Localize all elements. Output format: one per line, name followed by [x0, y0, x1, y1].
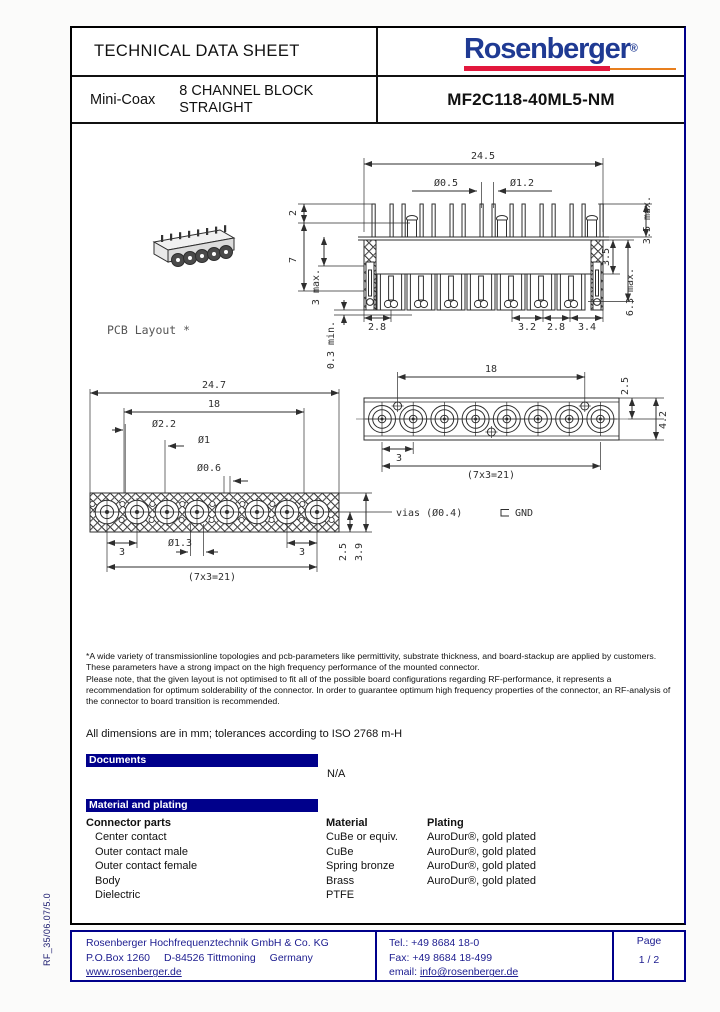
product-name	[179, 83, 313, 115]
table-row	[86, 830, 661, 844]
dim-label: (7x3=21)	[466, 470, 516, 481]
address-city: D-84526 Tittmoning	[164, 951, 256, 964]
material-table-header	[86, 816, 661, 830]
dim-label: 3	[298, 547, 306, 558]
logo-underline	[464, 66, 676, 72]
material-table	[86, 816, 661, 902]
fax-line: Fax: +49 8684 18-499	[389, 951, 493, 964]
part-cell: Center contact	[95, 831, 167, 844]
logo-orange-bar	[610, 68, 676, 70]
dim-label: 3.2	[517, 322, 537, 333]
dim-label: Ø0.6	[196, 463, 222, 474]
dim-label: 3.5	[601, 247, 612, 267]
documents-value: N/A	[327, 768, 346, 780]
note-paragraph-2: Please note, that the given layout is not optimised to fit all of the possible board configurations regarding RF-performance, it represents a recommendation for optimum solderability of the connector. In order to guarantee optimum high frequency properties of the connector, an RF-analysis of the connector to board transition is recommended.	[86, 673, 671, 707]
dim-label: 24.5	[470, 151, 496, 162]
gnd-symbol-icon	[501, 510, 509, 517]
footnote-text	[86, 651, 678, 708]
col-plating: Plating	[427, 817, 464, 829]
side-view-drawing	[288, 151, 653, 369]
footer-address-cell	[72, 932, 377, 980]
footer-contact-cell	[377, 932, 614, 980]
table-row	[86, 888, 661, 902]
plating-cell: AuroDur®, gold plated	[427, 831, 537, 844]
doc-title: TECHNICAL DATA SHEET	[72, 28, 378, 75]
dim-label: 4.2	[658, 410, 669, 430]
table-row	[86, 874, 661, 888]
dim-label: 3.4	[577, 322, 597, 333]
document-code-vertical: RF_35/06.07/5.0	[42, 892, 52, 966]
plating-cell: AuroDur®, gold plated	[427, 874, 537, 887]
dim-label: 2	[288, 209, 299, 217]
dim-label: Ø0.5	[433, 178, 459, 189]
footer	[70, 930, 686, 982]
tel-line: Tel.: +49 8684 18-0	[389, 937, 480, 949]
page-label: Page	[636, 935, 662, 947]
logo-wordmark: Rosenberger	[464, 33, 630, 65]
dim-label: 3 max.	[311, 268, 322, 306]
dim-label: 3	[118, 547, 126, 558]
dim-label: 3.9	[354, 542, 365, 562]
part-cell: Dielectric	[95, 889, 141, 902]
dim-label: 24.7	[201, 380, 227, 391]
col-material: Material	[326, 817, 368, 829]
dim-label: 3	[395, 453, 403, 464]
product-cell	[72, 77, 378, 122]
email-label: email:	[389, 966, 418, 979]
dim-label: 6.3 max.	[625, 267, 636, 317]
page-number: 1 / 2	[638, 954, 660, 966]
product-line2: STRAIGHT	[179, 99, 253, 116]
drawing-area	[72, 124, 684, 927]
dim-label: 0.3 min.	[326, 320, 337, 370]
technical-drawing	[72, 124, 688, 594]
document-frame	[70, 26, 686, 925]
dim-label: 2.8	[367, 322, 387, 333]
address-pobox: P.O.Box 1260	[86, 951, 151, 964]
material-section-header: Material and plating	[86, 799, 318, 812]
dim-label: 2.5	[338, 542, 349, 562]
note-paragraph-1: *A wide variety of transmissionline topologies and pcb-parameters like permittivity, substrate thickness, and board-stackup are applied by customers. These parameters have a strong impact on the high frequency performance of the mounted connector.	[86, 651, 657, 673]
rosenberger-logo	[464, 33, 676, 72]
isometric-view	[154, 225, 234, 266]
gnd-label: GND	[515, 508, 534, 519]
dim-label: 18	[484, 364, 498, 375]
material-cell: Brass	[326, 874, 355, 887]
logo-cell	[378, 28, 684, 75]
dim-label: Ø1	[197, 435, 211, 446]
company-name: Rosenberger Hochfrequenztechnik GmbH & Co. KG	[86, 937, 329, 949]
tolerance-note: All dimensions are in mm; tolerances according to ISO 2768 m-H	[86, 728, 403, 740]
website-link[interactable]: www.rosenberger.de	[86, 966, 182, 979]
part-number: MF2C118-40ML5-NM	[447, 89, 615, 109]
material-cell: CuBe or equiv.	[326, 831, 398, 844]
address-country: Germany	[269, 951, 313, 964]
company-address	[86, 951, 375, 966]
top-view-drawing	[356, 364, 669, 481]
header-row-1	[72, 28, 684, 77]
part-cell: Outer contact male	[95, 845, 188, 858]
material-cell: PTFE	[326, 889, 355, 902]
dim-label: 7	[288, 256, 299, 264]
dim-label: 18	[207, 399, 221, 410]
documents-section-header: Documents	[86, 754, 318, 767]
logo-red-bar	[464, 66, 610, 71]
pcb-layout-label: PCB Layout *	[107, 323, 191, 337]
dim-label: (7x3=21)	[187, 572, 237, 583]
plating-cell	[427, 888, 661, 902]
dim-label: Ø1.3	[167, 538, 193, 549]
dim-label: 3.5 max.	[642, 195, 653, 245]
vias-note: vias (Ø0.4)	[396, 508, 463, 519]
dim-label: Ø2.2	[151, 419, 177, 430]
email-link[interactable]: info@rosenberger.de	[419, 966, 519, 979]
plating-cell: AuroDur®, gold plated	[427, 860, 537, 873]
col-connector-parts: Connector parts	[86, 817, 171, 829]
part-cell: Outer contact female	[95, 860, 198, 873]
series-name: Mini-Coax	[90, 91, 156, 108]
header-row-2	[72, 77, 684, 124]
material-cell: Spring bronze	[326, 860, 395, 873]
material-cell: CuBe	[326, 845, 354, 858]
product-line1: 8 CHANNEL BLOCK	[179, 83, 314, 100]
table-row	[86, 859, 661, 873]
email-line	[389, 965, 612, 980]
part-cell: Body	[95, 874, 121, 887]
dim-label: Ø1.2	[509, 178, 535, 189]
plating-cell: AuroDur®, gold plated	[427, 845, 537, 858]
dim-label: 2.8	[546, 322, 566, 333]
table-row	[86, 845, 661, 859]
dim-label: 2.5	[620, 376, 631, 396]
footer-page-cell	[614, 932, 684, 980]
registered-mark: ®	[629, 42, 638, 55]
